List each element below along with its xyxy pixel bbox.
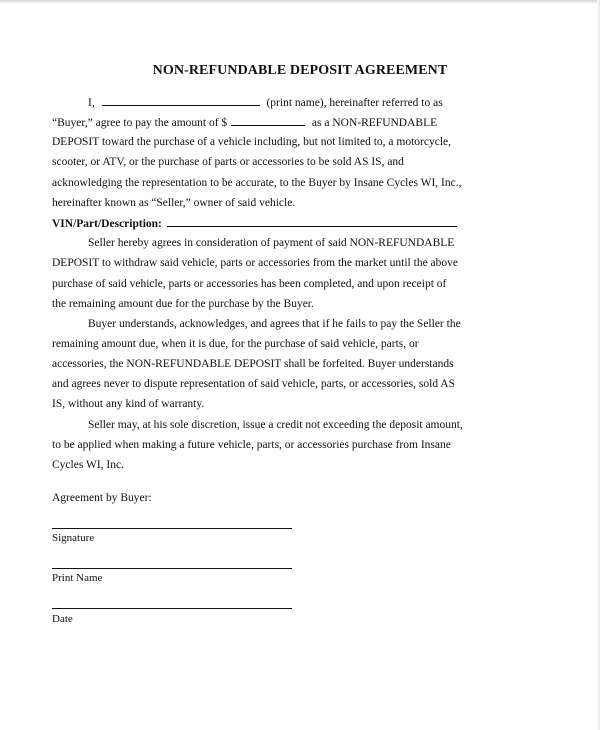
body-line: IS, without any kind of warranty.: [52, 398, 205, 410]
body-line: acknowledging the representation to be accurate, to the Buyer by Insane Cycles WI, Inc.,: [52, 177, 462, 189]
body-line: DEPOSIT toward the purchase of a vehicle including, but not limited to, a motorcycle,: [52, 136, 451, 148]
body-line: accessories, the NON-REFUNDABLE DEPOSIT shall be forfeited. Buyer understands: [52, 358, 454, 370]
signature-line[interactable]: [52, 528, 292, 529]
line1-suffix: (print name), hereinafter referred to as: [266, 97, 443, 109]
print-name-line[interactable]: [52, 568, 292, 569]
line2-suffix: as a NON-REFUNDABLE: [311, 117, 438, 129]
page-top-shadow: [0, 0, 600, 4]
body-line: the remaining amount due for the purchase by the Buyer.: [52, 298, 314, 310]
date-line[interactable]: [52, 608, 292, 609]
deposit-amount-blank[interactable]: [231, 115, 305, 126]
body-line: scooter, or ATV, or the purchase of parts or accessories to be sold AS IS, and: [52, 156, 404, 168]
body-line: Seller may, at his sole discretion, issue a credit not exceeding the deposit amount,: [88, 419, 463, 431]
date-label: Date: [52, 613, 73, 625]
amount-line: [52, 115, 437, 130]
document-title: NON-REFUNDABLE DEPOSIT AGREEMENT: [152, 63, 448, 78]
body-line: and agrees never to dispute representation of said vehicle, parts, or accessories, sold AS: [52, 378, 456, 390]
vin-line: [52, 216, 457, 231]
agreement-by-buyer: Agreement by Buyer:: [52, 492, 152, 504]
body-line: DEPOSIT to withdraw said vehicle, parts or accessories from the market until the above: [52, 257, 459, 269]
line1-prefix: I,: [88, 97, 95, 109]
body-line: to be applied when making a future vehicle, parts, or accessories purchase from Insane: [52, 439, 451, 451]
print-name-label: Print Name: [52, 572, 103, 584]
body-line: remaining amount due, when it is due, for the purchase of said vehicle, parts, or: [52, 338, 419, 350]
body-line: hereinafter known as “Seller,” owner of said vehicle.: [52, 197, 296, 209]
body-line: Cycles WI, Inc.: [52, 459, 124, 471]
vin-blank[interactable]: [167, 216, 457, 227]
vin-label: VIN/Part/Description:: [52, 218, 162, 230]
signature-label: Signature: [52, 532, 95, 544]
print-name-blank[interactable]: [102, 95, 260, 106]
line2-prefix: “Buyer,” agree to pay the amount of $: [52, 117, 228, 129]
buyer-name-line: [88, 95, 443, 110]
body-line: Seller hereby agrees in consideration of payment of said NON-REFUNDABLE: [88, 237, 455, 249]
body-line: Buyer understands, acknowledges, and agrees that if he fails to pay the Seller the: [88, 318, 461, 330]
body-line: purchase of said vehicle, parts or accessories has been completed, and upon receipt of: [52, 278, 447, 290]
